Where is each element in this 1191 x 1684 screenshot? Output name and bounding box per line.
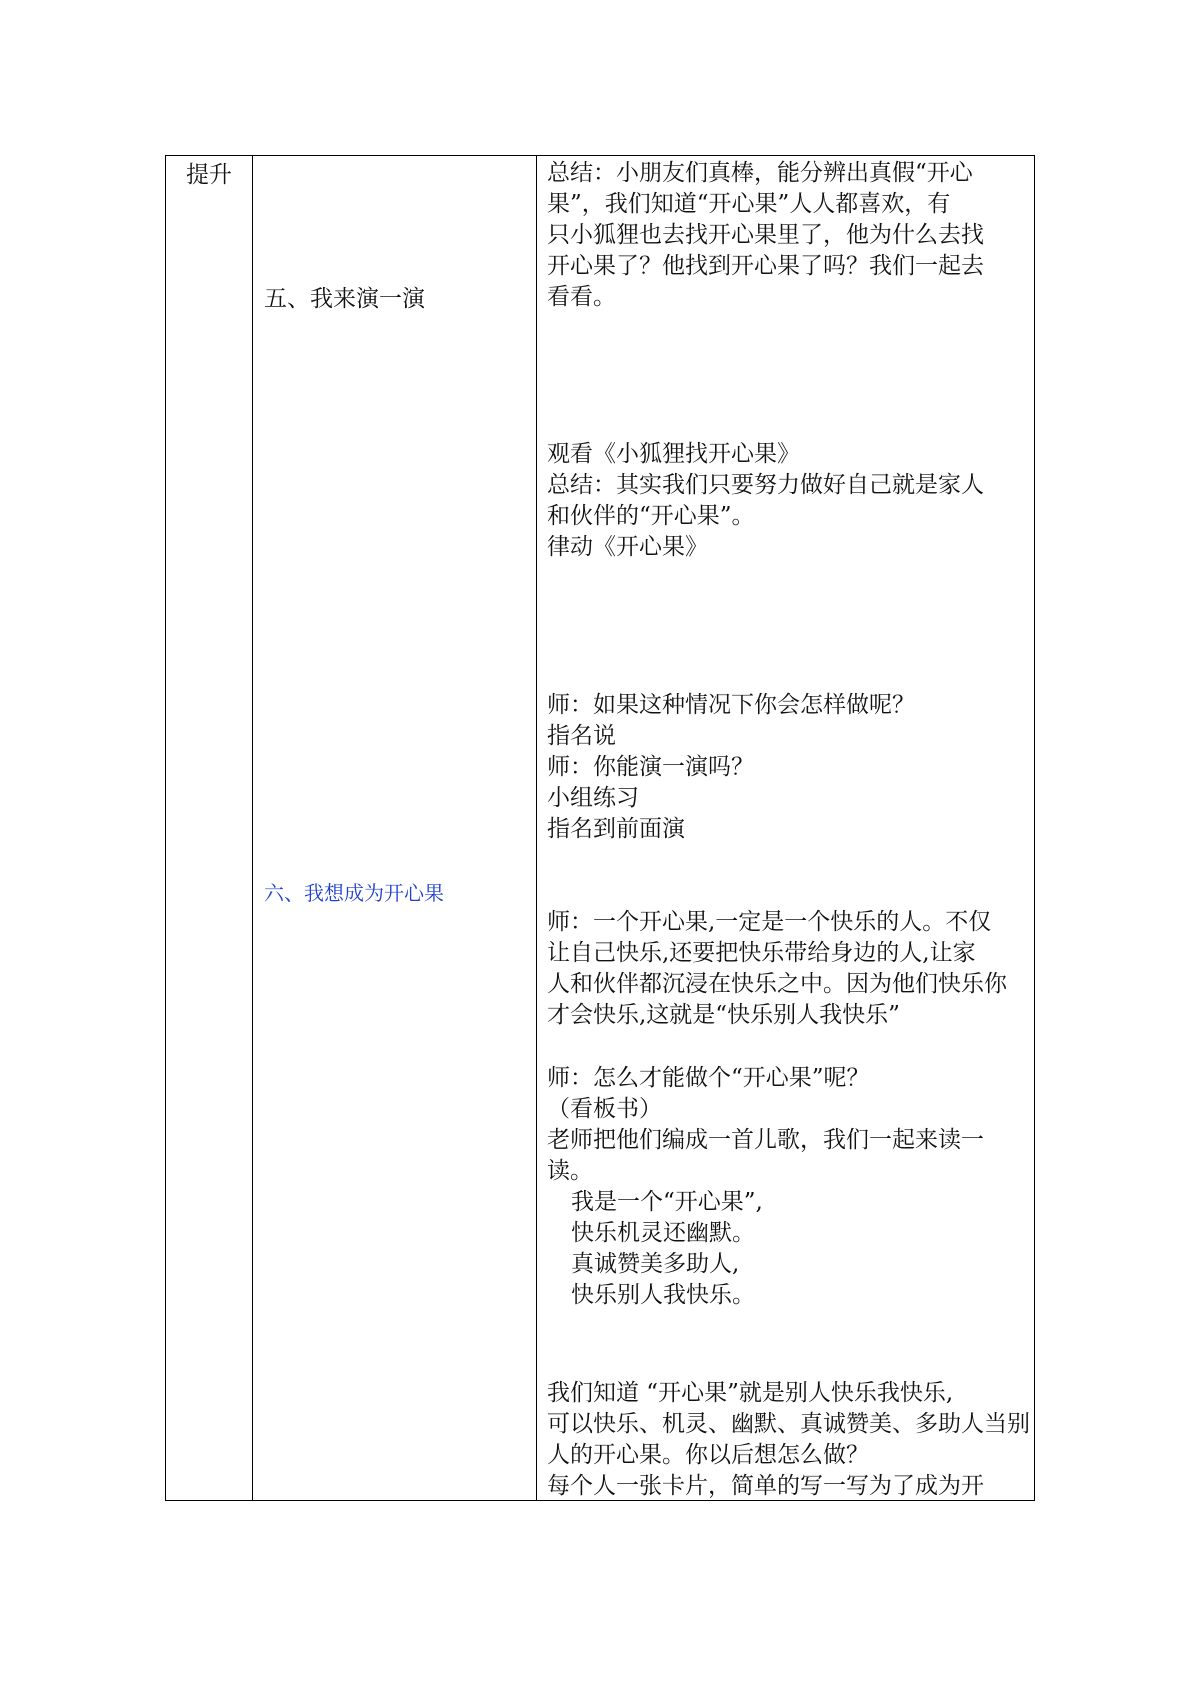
text-line: 我们知道 “开心果”就是别人快乐我快乐, [547,1380,954,1406]
text-line: 师：怎么才能做个“开心果”呢？ [547,1065,870,1091]
text-line: 可以快乐、机灵、幽默、真诚赞美、多助人当别 [547,1411,1030,1437]
poem-line: 真诚赞美多助人, [571,1251,740,1277]
text-line: 师：你能演一演吗？ [547,754,754,780]
text-line: 小组练习 [547,785,639,811]
text-line: 总结：小朋友们真棒，能分辨出真假“开心 [547,160,973,186]
activity-title-5: 五、我来演一演 [264,286,425,312]
column-divider-2 [536,156,537,1500]
text-line: 和伙伴的“开心果”。 [547,503,755,529]
description-block-happy-person [547,907,1025,1031]
text-line: 人的开心果。你以后想怎么做？ [547,1442,869,1468]
text-line: 让自己快乐,还要把快乐带给身边的人,让家 [547,940,976,966]
column-divider-1 [252,156,253,1500]
text-line: 果”，我们知道“开心果”人人都喜欢，有 [547,191,951,217]
text-line: 才会快乐,这就是“快乐别人我快乐” [547,1002,900,1028]
text-line: 总结：其实我们只要努力做好自己就是家人 [547,472,984,498]
text-line: 读。 [547,1158,593,1184]
description-block-summary [547,158,1025,313]
text-line: 老师把他们编成一首儿歌，我们一起来读一 [547,1127,984,1153]
text-line: 指名到前面演 [547,816,685,842]
text-line: （看板书） [547,1096,662,1122]
text-line: 开心果了？他找到开心果了吗？我们一起去 [547,253,984,279]
poem-line: 我是一个“开心果”, [571,1189,763,1215]
activity-title-6: 六、我想成为开心果 [264,881,444,905]
text-line: 每个人一张卡片，简单的写一写为了成为开 [547,1473,984,1499]
text-line: 人和伙伴都沉浸在快乐之中。因为他们快乐你 [547,971,1007,997]
text-line: 看看。 [547,284,616,310]
description-block-roleplay [547,690,1025,845]
description-block-card-task [547,1378,1030,1502]
lesson-table [165,155,1035,1501]
stage-label: 提升 [186,162,232,188]
text-line: 观看《小狐狸找开心果》 [547,441,800,467]
text-line: 师：一个开心果,一定是一个快乐的人。不仅 [547,909,992,935]
poem-line: 快乐别人我快乐。 [571,1282,755,1308]
text-line: 师：如果这种情况下你会怎样做呢？ [547,692,915,718]
text-line: 只小狐狸也去找开心果里了，他为什么去找 [547,222,984,248]
text-line: 指名说 [547,723,616,749]
text-line: 律动《开心果》 [547,534,708,560]
description-block-video [547,439,1025,563]
poem-line: 快乐机灵还幽默。 [571,1220,755,1246]
description-block-nursery-rhyme [547,1063,1025,1311]
